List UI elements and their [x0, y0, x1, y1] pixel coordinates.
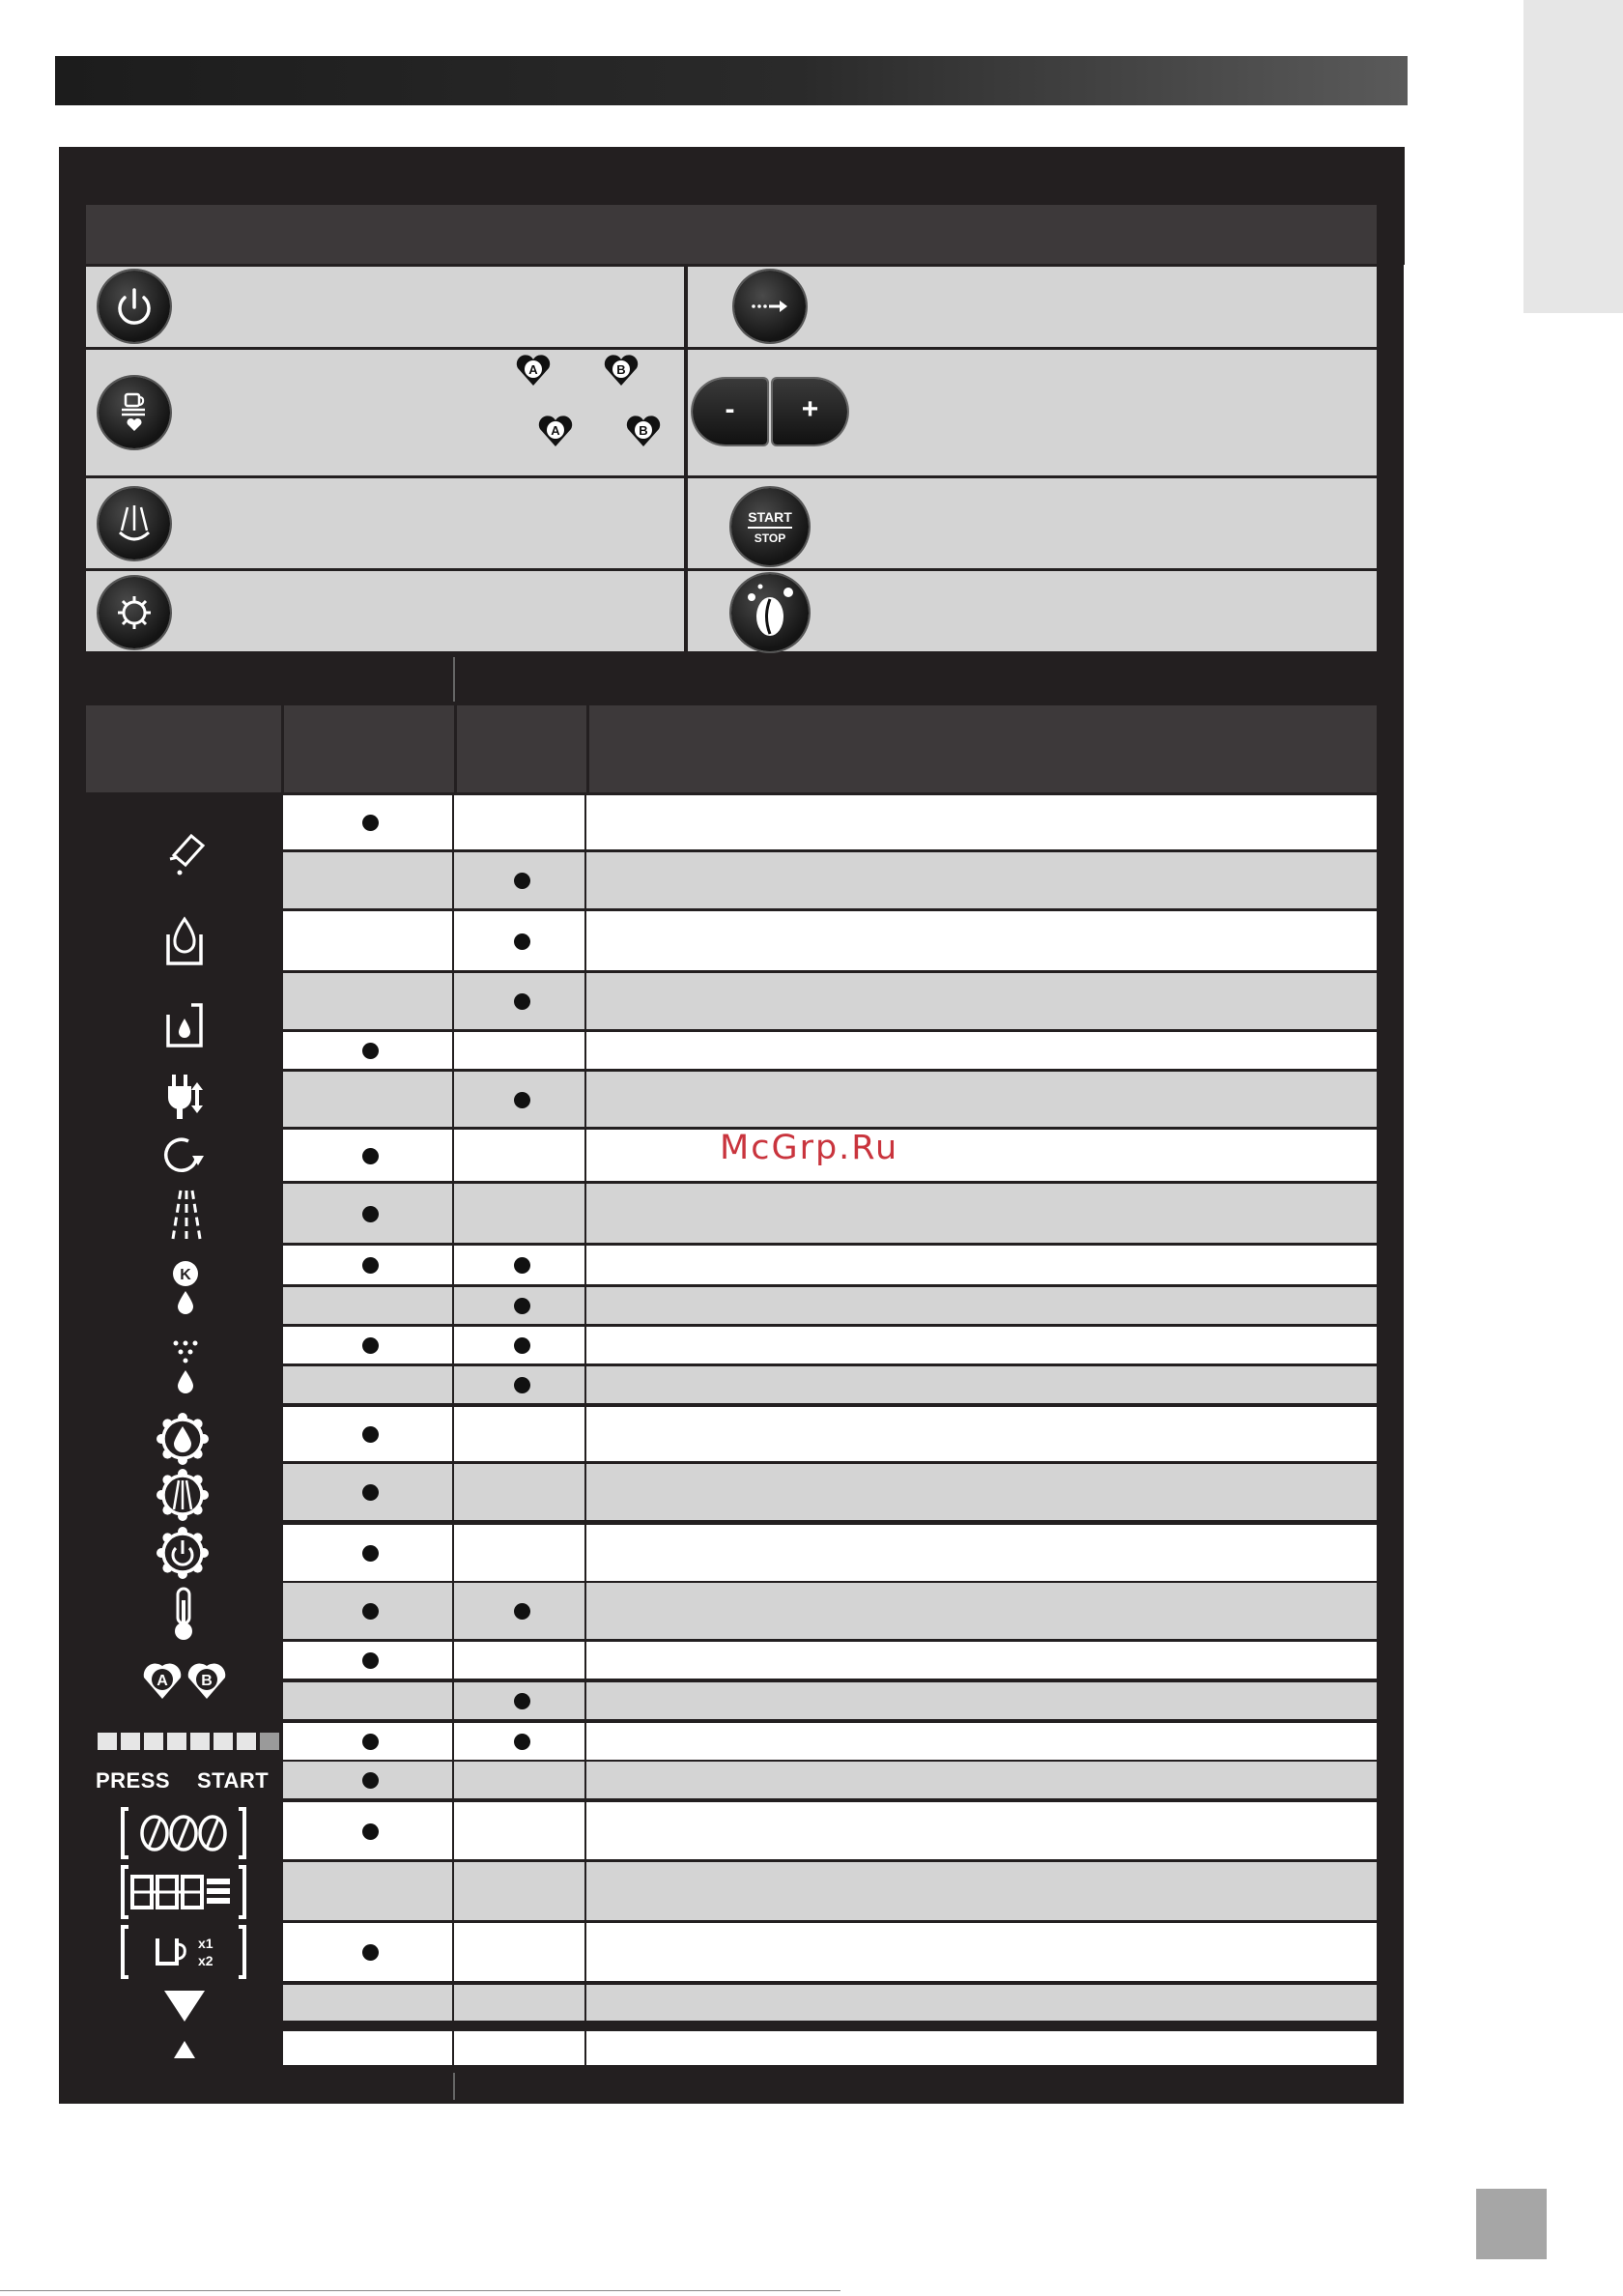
table-row	[283, 1032, 1377, 1069]
descale-icon	[164, 826, 213, 879]
power-button[interactable]	[99, 271, 170, 342]
start-text: START	[197, 1768, 270, 1793]
minus-label: -	[725, 393, 735, 425]
side-tab	[1523, 0, 1623, 313]
water-tank-icon	[162, 913, 207, 969]
press-text: PRESS	[96, 1768, 171, 1793]
status-dot	[362, 1148, 379, 1164]
svg-text:STOP: STOP	[754, 531, 786, 545]
table-row	[283, 852, 1377, 908]
cup-heart-icon	[99, 377, 170, 448]
heart-a-icon	[514, 351, 553, 389]
table-row	[283, 911, 1377, 970]
start-stop-button[interactable]	[731, 488, 809, 565]
svg-text:START: START	[748, 509, 792, 525]
svg-text:K: K	[180, 1267, 191, 1283]
status-dot	[514, 873, 530, 889]
minus-button[interactable]	[693, 379, 767, 445]
status-dot	[362, 1652, 379, 1669]
steam-icon	[99, 488, 170, 560]
legend-cell-steam	[86, 478, 684, 568]
table-header	[86, 705, 1377, 792]
column-separator	[453, 657, 455, 702]
watermark: McGrp.Ru	[720, 1129, 899, 1167]
coffee-bean-icon	[731, 574, 809, 651]
table-row	[283, 1642, 1377, 1679]
drops-icon	[168, 1337, 203, 1397]
panel-edge	[1399, 147, 1405, 265]
legend-cell-settings	[86, 571, 684, 651]
svg-text:A: A	[157, 1673, 168, 1689]
bottom-rule	[0, 2290, 840, 2291]
steam-button[interactable]	[99, 488, 170, 560]
status-dot	[362, 1603, 379, 1620]
svg-text:A: A	[551, 423, 560, 438]
bottom-tick	[453, 2073, 455, 2100]
table-row	[283, 1923, 1377, 1981]
status-dot	[514, 1377, 530, 1393]
k-drop-icon	[168, 1258, 203, 1318]
legend-header	[86, 205, 1377, 264]
status-dot	[362, 1772, 379, 1789]
thermometer-icon	[166, 1585, 201, 1643]
table-row	[283, 1072, 1377, 1127]
table-row	[283, 1525, 1377, 1581]
status-dot	[514, 1693, 530, 1709]
status-dot	[362, 1257, 379, 1274]
gear-icon	[99, 577, 170, 648]
heart-a-icon	[536, 412, 575, 450]
status-dot	[362, 1484, 379, 1501]
svg-text:B: B	[616, 362, 626, 377]
table-row	[283, 795, 1377, 849]
page-number-box	[1476, 2189, 1547, 2259]
status-dot	[514, 1603, 530, 1620]
table-row	[283, 1327, 1377, 1363]
settings-button[interactable]	[99, 577, 170, 648]
status-dot	[362, 1545, 379, 1562]
status-dot	[514, 1337, 530, 1354]
plus-button[interactable]	[773, 379, 847, 445]
quantity-display-icon	[121, 1865, 246, 1919]
strength-beans-icon	[121, 1807, 246, 1859]
gear-drop-icon	[155, 1411, 211, 1467]
heart-b-icon	[624, 412, 663, 450]
status-dot	[362, 815, 379, 831]
power-icon	[99, 271, 170, 342]
plug-icon	[162, 1073, 207, 1123]
table-row	[283, 1985, 1377, 2021]
status-dot	[362, 1337, 379, 1354]
svg-text:x2: x2	[198, 1953, 214, 1968]
svg-text:B: B	[639, 423, 648, 438]
arrow-down-icon	[162, 1987, 207, 2025]
heart-b-icon	[602, 351, 641, 389]
status-dot	[514, 933, 530, 950]
table-row	[283, 1762, 1377, 1798]
table-row	[283, 1287, 1377, 1324]
status-dot	[362, 1944, 379, 1961]
top-banner	[55, 56, 1408, 105]
table-row	[283, 1682, 1377, 1719]
table-row	[283, 1184, 1377, 1243]
status-dot	[362, 1823, 379, 1840]
cup-x1x2-icon	[121, 1925, 246, 1979]
gear-steam-icon	[155, 1467, 211, 1523]
table-row	[283, 1246, 1377, 1284]
table-row	[283, 1407, 1377, 1461]
svg-text:A: A	[528, 362, 538, 377]
legend-cell-cup	[86, 350, 684, 475]
status-dot	[514, 1298, 530, 1314]
bean-button[interactable]	[731, 574, 809, 651]
table-row	[283, 1583, 1377, 1639]
drip-tray-icon	[162, 995, 207, 1051]
status-dot	[514, 1734, 530, 1750]
status-dot	[362, 1206, 379, 1222]
table-row	[283, 1862, 1377, 1920]
rinse-icon	[159, 1133, 208, 1177]
svg-text:B: B	[201, 1673, 213, 1689]
table-row	[283, 973, 1377, 1029]
cup-profile-button[interactable]	[99, 377, 170, 448]
heart-ab-icon	[137, 1654, 234, 1703]
table-row	[283, 1366, 1377, 1403]
svg-text:x1: x1	[198, 1936, 214, 1951]
status-dot	[362, 1426, 379, 1443]
start-stop-icon	[731, 488, 809, 565]
plus-label: +	[801, 393, 819, 425]
status-dot	[514, 1092, 530, 1108]
arrow-right-icon	[734, 271, 806, 342]
progress-bar-icon	[96, 1731, 283, 1752]
arrow-up-icon	[172, 2039, 197, 2060]
table-row	[283, 1802, 1377, 1859]
steam-icon	[164, 1187, 209, 1243]
next-button[interactable]	[734, 271, 806, 342]
status-dot	[514, 993, 530, 1010]
table-row	[283, 1723, 1377, 1760]
status-dot	[362, 1043, 379, 1059]
status-dot	[362, 1734, 379, 1750]
gear-power-icon	[155, 1525, 211, 1581]
legend-cell-power	[86, 267, 684, 347]
table-row	[283, 1464, 1377, 1520]
status-dot	[514, 1257, 530, 1274]
table-row	[283, 2031, 1377, 2065]
